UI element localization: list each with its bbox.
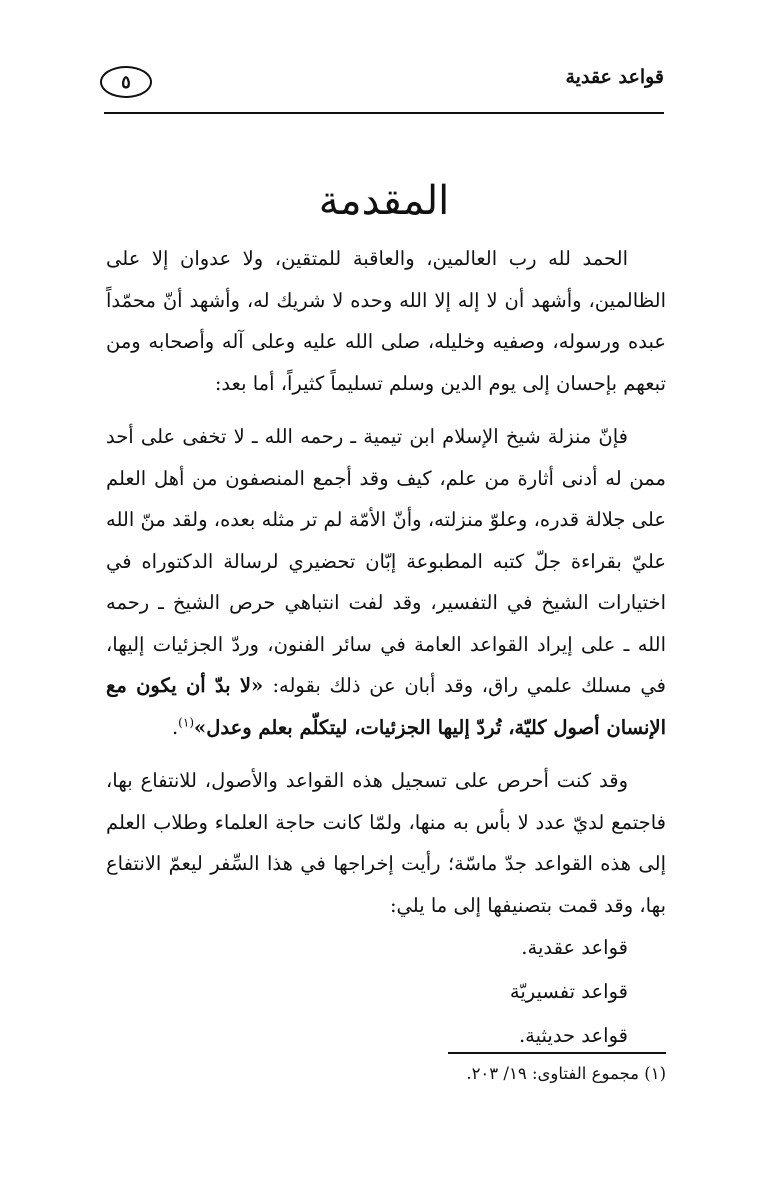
running-header-title: قواعد عقدية (565, 66, 664, 88)
list-item: قواعد حديثية. (518, 1024, 628, 1047)
header-divider (104, 112, 664, 114)
footnote-reference: (١) (178, 715, 194, 729)
footnote: (١) مجموع الفتاوى: ١٩/ ٢٠٣. (466, 1064, 666, 1083)
paragraph-collection: وقد كنت أحرص على تسجيل هذه القواعد والأصول، للانتفاع بها، فاجتمع لديّ عدد لا بأس به منها، ولمّا كانت حاجة العلماء وطلاب العلم إلى هذه القواعد جدّ ماسّة؛ رأيت إخراجها في هذا السِّفر ليعمّ الانتفاع بها، وقد قمت بتصنيفها إلى ما يلي: (106, 769, 666, 917)
intro-paragraph: الحمد لله رب العالمين، والعاقبة للمتقين، ولا عدوان إلا على الظالمين، وأشهد أن لا إله إلا الله وحده لا شريك له، وأشهد أنّ محمّداً عبده ورسوله، وصفيه وخليله، صلى الله عليه وعلى آله وأصحابه ومن تبعهم بإحسان إلى يوم الدين وسلم تسليماً كثيراً، أما بعد: (106, 247, 666, 395)
paragraph-text: فإنّ منزلة شيخ الإسلام ابن تيمية ـ رحمه الله ـ لا تخفى على أحد ممن له أدنى أثارة من علم، كيف وقد أجمع المنصفون من أهل العلم على جلالة قدره، وعلوّ منزلته، وأنّ الأمّة لم تر مثله بعده، ولقد منّ الله عليّ بقراءة جلّ كتبه المطبوعة إبّان تحضيري لرسالة الدكتوراه في اختيارات الشيخ في التفسير، وقد لفت انتباهي حرص الشيخ ـ رحمه الله ـ على إيراد القواعد العامة في سائر الفنون، وردّ الجزئيات إليها، في مسلك علمي راق، وقد أبان عن ذلك بقوله: (106, 425, 666, 697)
quotation: «لا بدّ أن يكون مع الإنسان أصول كليّة، تُردّ إليها الجزئيات، ليتكلّم بعلم وعدل» (106, 674, 666, 739)
section-title: المقدمة (318, 178, 450, 224)
list-item: قواعد عقدية. (521, 936, 628, 959)
body-text (106, 238, 666, 1058)
footnote-divider (448, 1052, 666, 1054)
paragraph-ibn-taymiyyah (106, 416, 666, 748)
paragraph-end: . (171, 715, 179, 739)
list-item: قواعد تفسيريّة (509, 980, 628, 1003)
category-list (106, 926, 666, 1058)
page-number: ٥ (100, 66, 152, 98)
